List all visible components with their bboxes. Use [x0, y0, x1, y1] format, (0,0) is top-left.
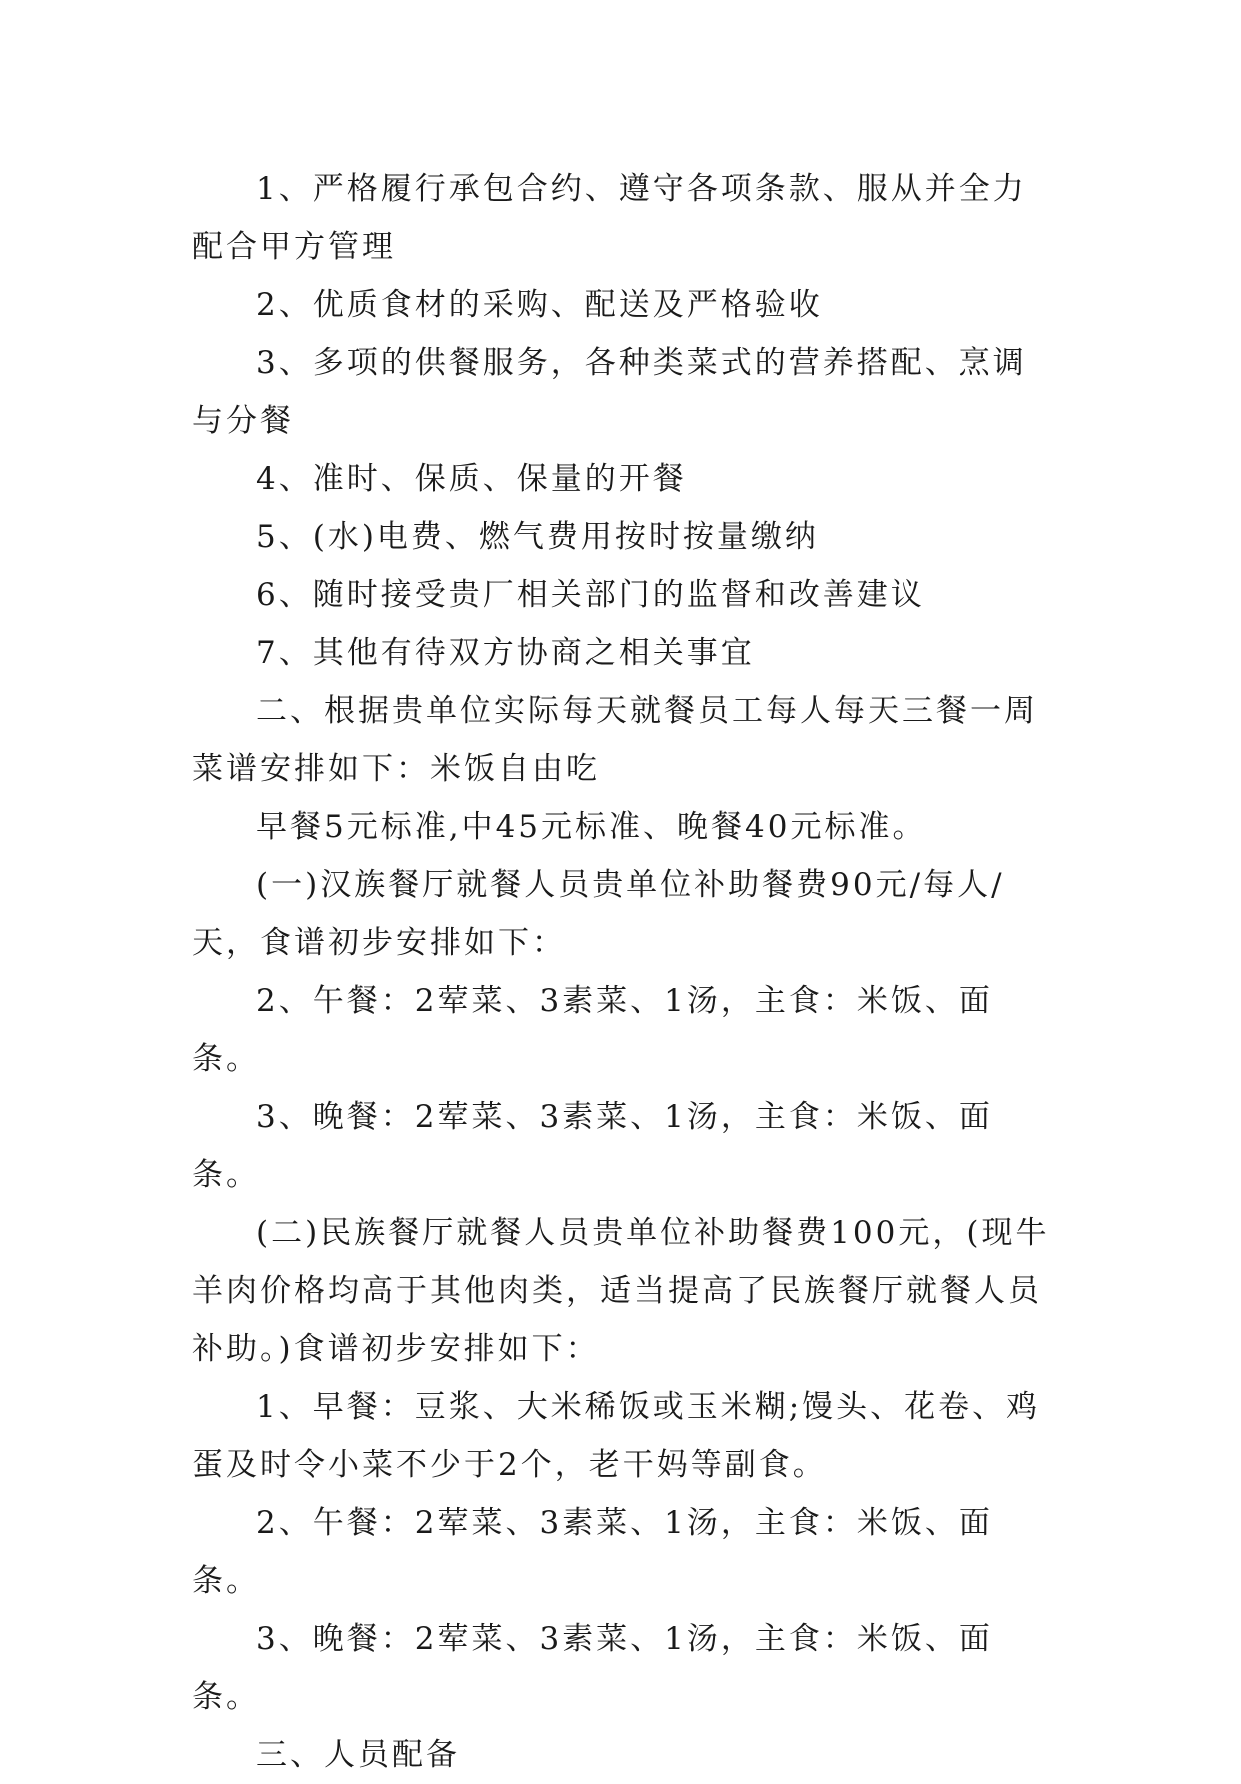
- list-item: 2、午餐：2荤菜、3素菜、1汤，主食：米饭、面条。: [192, 1505, 993, 1599]
- list-item: 1、早餐：豆浆、大米稀饭或玉米糊;馒头、花卷、鸡蛋及时令小菜不少于2个，老干妈等副食。: [192, 1389, 1041, 1483]
- document-body: [192, 160, 1052, 1784]
- list-item: 6、随时接受贵厂相关部门的监督和改善建议: [256, 577, 925, 613]
- list-item: 4、准时、保质、保量的开餐: [256, 461, 687, 497]
- section-heading: 二、根据贵单位实际每天就餐员工每人每天三餐一周菜谱安排如下：米饭自由吃: [192, 693, 1038, 787]
- section-heading: 三、人员配备: [256, 1737, 460, 1773]
- list-item: 3、晚餐：2荤菜、3素菜、1汤，主食：米饭、面条。: [192, 1099, 993, 1193]
- meal-standard-text: 早餐5元标准,中45元标准、晚餐40元标准。: [256, 809, 927, 845]
- list-item: 1、严格履行承包合约、遵守各项条款、服从并全力配合甲方管理: [192, 171, 1027, 265]
- list-item: 5、(水)电费、燃气费用按时按量缴纳: [256, 519, 819, 555]
- subsection-heading: (一)汉族餐厅就餐人员贵单位补助餐费90元/每人/天，食谱初步安排如下：: [192, 867, 1005, 961]
- list-item: 3、多项的供餐服务，各种类菜式的营养搭配、烹调与分餐: [192, 345, 1027, 439]
- list-item: 3、晚餐：2荤菜、3素菜、1汤，主食：米饭、面条。: [192, 1621, 993, 1715]
- list-item: 2、优质食材的采购、配送及严格验收: [256, 287, 823, 323]
- list-item: 7、其他有待双方协商之相关事宜: [256, 635, 755, 671]
- list-item: 2、午餐：2荤菜、3素菜、1汤，主食：米饭、面条。: [192, 983, 993, 1077]
- subsection-heading: (二)民族餐厅就餐人员贵单位补助餐费100元，(现牛羊肉价格均高于其他肉类，适当提高了民族餐厅就餐人员补助。)食谱初步安排如下：: [192, 1215, 1050, 1367]
